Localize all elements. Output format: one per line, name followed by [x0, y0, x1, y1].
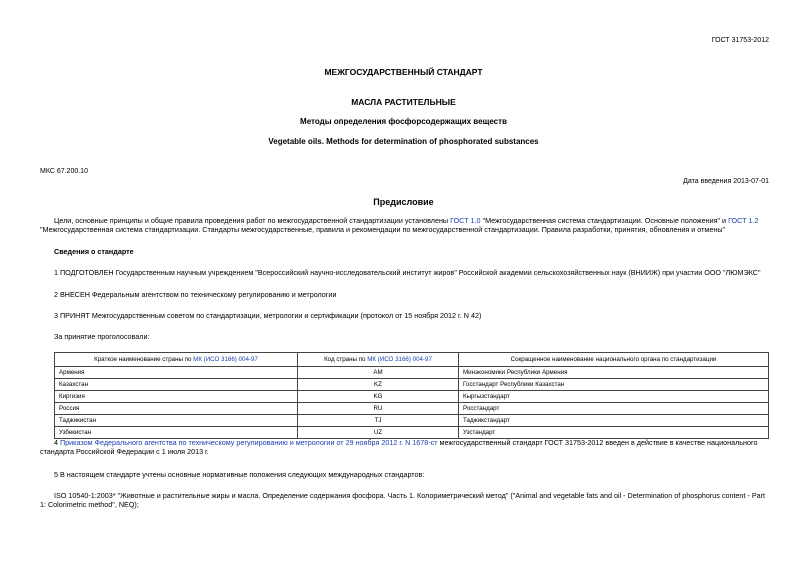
col-header-country — [55, 353, 298, 367]
body-cell: Таджикстандарт — [459, 415, 769, 427]
col-header-code-text: Код страны по — [324, 355, 368, 363]
mks-code: МКС 67.200.10 — [40, 168, 88, 175]
table-row — [55, 415, 769, 427]
code-cell: TJ — [298, 415, 459, 427]
mk-iso-link[interactable]: МК (ИСО 3166) 004-97 — [193, 355, 258, 363]
info-item-5: 5 В настоящем стандарте учтены основные нормативные положения следующих международных стандартов: — [54, 470, 425, 479]
table-row — [55, 427, 769, 439]
code-cell: UZ — [298, 427, 459, 439]
info-heading: Сведения о стандарте — [54, 247, 134, 256]
voting-table — [54, 352, 769, 439]
country-cell: Россия — [55, 403, 298, 415]
body-cell: Кыргызстандарт — [459, 391, 769, 403]
code-cell: RU — [298, 403, 459, 415]
introduction-date: Дата введения 2013-07-01 — [683, 178, 769, 185]
info-item-3: 3 ПРИНЯТ Межгосударственным советом по стандартизации, метрологии и сертификации (протокол от 15 ноября 2012 г. N 42) — [54, 311, 482, 320]
country-cell: Таджикистан — [55, 415, 298, 427]
document-subtitle: Методы определения фосфорсодержащих веществ — [300, 117, 507, 126]
mk-iso-link[interactable]: МК (ИСО 3166) 004-97 — [367, 355, 432, 363]
foreword-intro-text-2: "Межгосударственная система стандартизации. Основные положения" и — [480, 216, 729, 225]
foreword-intro-text-3: "Межгосударственная система стандартизации. Стандарты межгосударственные, правила и рекомендации по межгосударственной стандартизации. Правила разработки, принятия, обновления и отмены" — [40, 225, 726, 234]
info-item-4-text: межгосударственный стандарт ГОСТ 31753-2012 введен в действие в качестве национального стандарта Российской Федерации с 1 июля 2013 г. — [40, 438, 758, 456]
iso-reference: ISO 10540-1:2003* "Животные и растительные жиры и масла. Определение содержания фосфора. Часть 1. Колориметрический метод" ("Animal and vegetable fats and oil - Determination of phosphorus content - Part 1: Colorimetric method", NEQ); — [40, 491, 765, 509]
document-title: МАСЛА РАСТИТЕЛЬНЫЕ — [351, 97, 456, 107]
order-link[interactable]: Приказом Федерального агентства по техническому регулированию и метрологии от 29 ноября 2012 г. N 1678-ст — [60, 438, 438, 447]
country-cell: Казахстан — [55, 379, 298, 391]
table-row — [55, 403, 769, 415]
info-item-4 — [40, 438, 769, 456]
country-cell: Армения — [55, 367, 298, 379]
info-item-1: 1 ПОДГОТОВЛЕН Государственным научным учреждением "Всероссийский научно-исследовательский институт жиров" Российской академии сельскохозяйственных наук (ВНИИЖ) при участии ООО "ЛЮМЭКС" — [54, 268, 761, 277]
standard-type-heading: МЕЖГОСУДАРСТВЕННЫЙ СТАНДАРТ — [324, 67, 483, 77]
country-cell: Узбекистан — [55, 427, 298, 439]
code-cell: AM — [298, 367, 459, 379]
info-item-2: 2 ВНЕСЕН Федеральным агентством по техническому регулированию и метрологии — [54, 290, 337, 299]
info-item-4-num: 4 — [54, 438, 60, 447]
foreword-intro-text-1: Цели, основные принципы и общие правила проведения работ по межгосударственной стандартизации установлены — [54, 216, 451, 225]
code-cell: KZ — [298, 379, 459, 391]
country-cell: Киргизия — [55, 391, 298, 403]
body-cell: Госстандарт Республики Казахстан — [459, 379, 769, 391]
col-header-body: Сокращенное наименование национального органа по стандартизации — [459, 353, 769, 367]
document-english-title: Vegetable oils. Methods for determination of phosphorated substances — [268, 137, 539, 146]
foreword-heading: Предисловие — [373, 197, 434, 207]
table-row — [55, 367, 769, 379]
body-cell: Узстандарт — [459, 427, 769, 439]
table-row — [55, 391, 769, 403]
gost-1-2-link[interactable]: ГОСТ 1.2 — [728, 216, 759, 225]
body-cell: Минэкономики Республики Армения — [459, 367, 769, 379]
foreword-intro — [40, 216, 769, 234]
col-header-country-text: Краткое наименование страны по — [94, 355, 194, 363]
col-header-code — [298, 353, 459, 367]
gost-1-0-link[interactable]: ГОСТ 1.0 — [450, 216, 481, 225]
code-cell: KG — [298, 391, 459, 403]
body-cell: Росстандарт — [459, 403, 769, 415]
table-header-row — [55, 353, 769, 367]
table-row — [55, 379, 769, 391]
voted-label: За принятие проголосовали: — [54, 332, 150, 341]
doc-number: ГОСТ 31753-2012 — [711, 37, 769, 44]
